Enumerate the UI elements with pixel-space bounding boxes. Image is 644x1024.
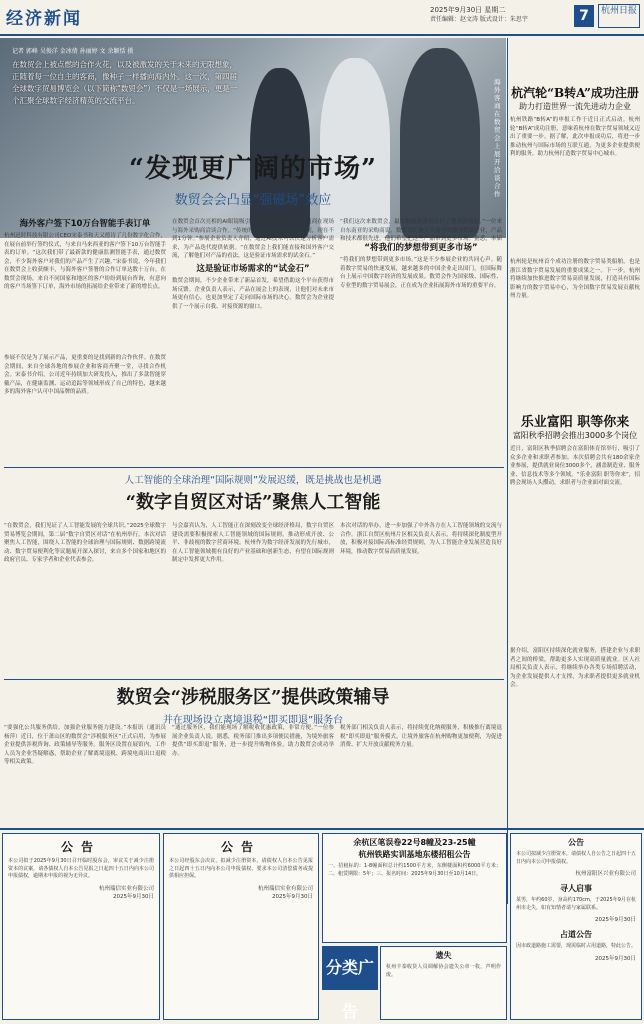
ad-body: 杭州丰泰收货人员调解协会遗失公章一枚，声明作废。 bbox=[386, 964, 501, 978]
body-paragraph: 近日，富阳区秋季招聘会在富阳体育馆举行，吸引了众多企业和求职者参加。本次招聘会共有180余家企业参展，提供就业岗位3000多个，涵盖制造业、服务业、信息技术等多个领域。“乐业富阳 职等你来”，招聘会现场人头攒动，求职者与企业面对面交流。 bbox=[510, 446, 640, 486]
section-rule bbox=[4, 467, 504, 468]
photo-caption: 海外客商在数贸会上展开洽谈合作 bbox=[494, 78, 501, 198]
headline-2 bbox=[0, 472, 506, 514]
headline-2-kicker: 人工智能的全球治理“国际规则”发展迟缓，既是挑战也是机遇 bbox=[124, 475, 382, 486]
right-subhead-2: 富阳秋季招聘会推出3000多个岗位 bbox=[512, 431, 638, 440]
ad-heading: 遗失 bbox=[435, 951, 452, 960]
paper-logo: 杭州日报 bbox=[598, 4, 640, 28]
headline-3 bbox=[0, 683, 506, 726]
body-paragraph: 杭州迅时科技有限公司CEO宋泰书和天又德诗了几份数字化合作，在展台前举行签约仪式，与来自马来西亚的客户签下10万台智能手表的订单。“这次我们带了最新款的健康监测智能手表，通过数贸会，不少海外客户对我们的产品产生了兴趣。”宋泰书说，今年我们在数贸会上收获颇丰，与海外客户签署的合作订单达数十万台。在数贸会现场，来自不同国家和地区的客户纷纷到展台咨询，有意向的客户当场签下订单，海外市场的拓展给企业带来了新的增长点。 bbox=[4, 233, 166, 290]
body-paragraph: 在数贸会首次亮相的AI眼镜吸引了众多观众驻足体验，展商在现场与海外采购商洽谈合作。“传统的市场调研需要3-5天时间，现在不到1分钟。”参展企业负责人介绍，通过AI技术可以快速分析客户需求，为产品迭代提供依据。“在数贸会上我们能直接和国外客户交流，了解他们对产品的看法，这是验证市场需求的试金石。” bbox=[172, 219, 334, 259]
article-1-col-2 bbox=[172, 218, 334, 457]
ad-body: 某男，年约60岁，身高约170cm，于2025年9月在杭州市走失，如有知情者请与家属联系。 bbox=[516, 897, 636, 911]
right-headline-1: 杭汽轮“B转A”成功注册 bbox=[511, 86, 639, 100]
body-paragraph: 杭州轮是杭州首个成功注册的数字贸易类船舶，也是浙江省数字贸易发展的重要成果之一。下一步，杭州将继续加快推进数字贸易高质量发展，打造具有国际影响力的数字贸易中心，为全国数字贸易发展贡献杭州力量。 bbox=[510, 259, 640, 299]
section-title: 经济新闻 bbox=[6, 9, 82, 29]
photo-lede: 在数贸会上被点燃的合作火花，以及被激发的关于未来的无限想象，正随着每一位自主的客商，像种子一样播向海内外。这一次，第四届全球数字贸易博览会（以下简称“数贸会”）不仅是一场展示，更是一个汇聚全球数字经济精英的交流平台。 bbox=[12, 60, 238, 105]
body-paragraph: 参展不仅是为了展示产品，更重要的是找到新的合作伙伴。在数贸会期间，来自全球各地的参展企业和客商齐聚一堂，寻找合作机会。宋泰书介绍，公司近年持续加大研发投入，推出了多款智能穿戴产品，在健康监测、运动追踪等领域形成了自己的特色，越来越多的海外客户认可中国品牌的品质。 bbox=[4, 355, 166, 395]
body-paragraph: 杭州铁路“B转A”的申报工作于近日正式启动。杭州轮“B转A”成功注册，意味着杭州在数字贸易领域又迈出了重要一步。据了解，此次申报成功后，将进一步推动杭州与国际市场的互联互通，为更多企业提供便利的服务，助力杭州打造数字贸易中心城市。 bbox=[510, 117, 640, 157]
ad-heading: 公告 bbox=[568, 838, 584, 847]
article-1-col-3 bbox=[340, 218, 502, 456]
ad-body: 本公司拟减少注册资本，请债权人自公告之日起四十五日内向本公司申报债权。 bbox=[516, 851, 637, 865]
article-2-col-1: “在数贸会，我们见证了人工智能发展的全球共识。”2025全球数字贸易博览会期间，第二届“数字自贸区对话”在杭州举行。本次对话聚焦人工智能，围绕人工智能的全球治理与国际规则、数据跨境流动、数字贸易便利化等议题展开深入探讨，来自多个国家和地区的政府官员、专家学者和企业代表参会。 bbox=[4, 523, 166, 563]
ads-rule bbox=[0, 828, 644, 830]
ad-signature: 杭州瑞信实业有限公司 bbox=[257, 885, 313, 892]
ad-heading: 占道公告 bbox=[560, 930, 592, 939]
lead-photo bbox=[0, 38, 506, 238]
ad-date: 2025年9月30日 bbox=[113, 893, 154, 900]
masthead bbox=[0, 0, 644, 36]
ad-body: 本公司经股东会决议，拟减少注册资本，请债权人自本公告见报之日起四十五日内向本公司申报债权，要求本公司清偿债务或提供相应担保。 bbox=[169, 858, 313, 879]
right-column bbox=[510, 38, 640, 792]
issue-date: 2025年9月30日 星期二 bbox=[430, 6, 506, 14]
ad-signature: 杭州富阳区兴业有限公司 bbox=[575, 871, 636, 877]
article-1-col-1 bbox=[4, 218, 166, 454]
headline-3-sub: 并在现场设立离境退税“即买即退”服务台 bbox=[162, 715, 344, 726]
ad-date: 2025年9月30日 bbox=[595, 955, 636, 962]
lost-notice-ad bbox=[380, 946, 507, 1020]
article-3-col-2: “通过服务区，我们能现场了解税收优惠政策，非常方便。”一位参展企业负责人说。据悉，税务部门推出多项便民措施，为境外旅客提供“即买即退”服务，进一步提升购物体验，助力数贸会成功举办。 bbox=[172, 725, 334, 757]
ad-body: 本公司拟于2025年9月30日召开临时股东会，审议关于减少注册资本的议案，请各债权人自本公告见报之日起四十五日内向本公司申报债权，逾期未申报的视为无异议。 bbox=[8, 858, 154, 879]
notice-ad-2 bbox=[163, 833, 319, 1020]
article-3-col-3: 税务部门相关负责人表示，将持续优化纳税服务，积极推行离境退税“即买即退”服务模式，让境外旅客在杭州购物更加便利，为促进消费、扩大开放贡献税务力量。 bbox=[340, 725, 502, 748]
rental-notice-ad bbox=[322, 833, 507, 943]
sub-head: 海外客户签下10万台智能手表订单 bbox=[19, 219, 151, 229]
ad-body: 因市政道路施工需要，现需临时占用道路，特此公告。 bbox=[516, 943, 637, 949]
ad-title: 公告 bbox=[220, 840, 261, 854]
photo-overlay bbox=[12, 46, 242, 107]
editors-line: 责任编辑：赵文涛 版式设计：朱思宇 bbox=[430, 16, 528, 23]
body-paragraph: “将我们的梦想带到更多市场。”这是不少参展企业的共同心声。随着数字贸易的快速发展，越来越多的中国企业走出国门，在国际舞台上展示中国数字经济的发展成果。数贸会作为国家级、国际性、专业型的数字贸易展会，正在成为企业拓展海外市场的重要平台。 bbox=[340, 257, 502, 289]
ad-heading: 寻人启事 bbox=[560, 884, 592, 893]
headline-1-sub: 数贸会会凸显“强磁场”效应 bbox=[174, 193, 332, 208]
ad-date: 2025年9月30日 bbox=[595, 917, 636, 923]
right-subhead-1: 助力打造世界一流先进动力企业 bbox=[519, 102, 631, 111]
section-rule bbox=[4, 679, 504, 680]
ad-subheading: 杭州铁路实训基地东楼招租公告 bbox=[358, 850, 471, 859]
ad-date: 2025年9月30日 bbox=[272, 893, 313, 900]
ad-body: 一、招租标的：1-8幢面积总计约1500平方米，东侧楼面积约6000平方米；二、租赁期限：5年；三、报名时间：2025年9月30日至10月14日。 bbox=[328, 863, 501, 877]
right-ads bbox=[510, 833, 642, 1020]
headline-3-main: 数贸会“涉税服务区”提供政策辅导 bbox=[116, 687, 390, 708]
photo-credit: 记者 郭峰 吴俊洋 金冰倩 孙丽婷 文 余颖恬 摄 bbox=[12, 48, 134, 55]
body-paragraph: “我们这次来数贸会，最大的收获就是认识了很多新朋友。”一位来自东南亚的采购商说，数贸会汇聚了大量中国数字贸易企业，产品和技术都很先进，他们希望把这些产品带到更多市场。据悉，本届 bbox=[340, 219, 502, 242]
page-number: 7 bbox=[574, 5, 594, 27]
headline-1-main: “发现更广阔的市场” bbox=[129, 154, 377, 184]
headline-1 bbox=[0, 140, 506, 208]
article-3-col-1: “要强化公共服务供给，加强企业服务能力建设。”本报讯（通讯员 杨萍）近日，位于萧山区的数贸会“涉税服务区”正式启用，为参展企业提供涉税咨询、政策辅导等服务。服务区设置在展馆内，工作人员为企业答疑解惑，帮助企业了解离境退税、跨境电商出口退税等相关政策。 bbox=[4, 725, 166, 765]
body-paragraph: 据介绍，富阳区持续深化就业服务，搭建企业与求职者之间的桥梁，帮助更多人实现高质量就业。区人社局相关负责人表示，将继续举办各类专场招聘活动，为企业发展提供人才支撑，为求职者提供更多就业机会。 bbox=[510, 648, 640, 688]
body-paragraph: 数贸会期间，不少企业带来了新品首发，希望借助这个平台获得市场反馈。企业负责人表示，产品在展会上的表现，让他们对未来市场更有信心，也更加坚定了走向国际市场的决心。数贸会为企业提供了一个展示自我、对接资源的窗口。 bbox=[172, 278, 334, 310]
ad-heading: 余杭区笔误卷22号8幢及23-25幢 bbox=[353, 838, 476, 847]
sub-head: “将我们的梦想带到更多市场” bbox=[364, 243, 478, 253]
sub-head: 这是验证市场需求的“试金石” bbox=[196, 264, 310, 274]
article-2-col-3: 本次对话的举办，进一步加强了中外各方在人工智能领域的交流与合作。浙江自贸区杭州片区相关负责人表示，将持续深化制度型开放，积极对接国际高标准经贸规则，为人工智能企业发展营造良好环境，推动数字贸易高质量发展。 bbox=[340, 523, 502, 555]
headline-2-main: “数字自贸区对话”聚焦人工智能 bbox=[125, 492, 381, 513]
right-headline-2: 乐业富阳 职等你来 bbox=[520, 415, 630, 430]
ad-title: 公告 bbox=[60, 840, 101, 854]
notice-ad-1 bbox=[2, 833, 160, 1020]
column-divider bbox=[507, 38, 508, 904]
article-2-col-2: 与会嘉宾认为，人工智能正在深刻改变全球经济格局，数字自贸区建设需要积极探索人工智能领域的国际规则，推动形成开放、公平、非歧视的数字营商环境。杭州作为数字经济发展的先行城市，在人工智能领域拥有良好的产业基础和创新生态，有望在国际规则制定中发挥更大作用。 bbox=[172, 523, 334, 563]
classified-label: 分类广告 bbox=[322, 946, 378, 990]
ad-signature: 杭州瑞信实业有限公司 bbox=[98, 885, 154, 892]
